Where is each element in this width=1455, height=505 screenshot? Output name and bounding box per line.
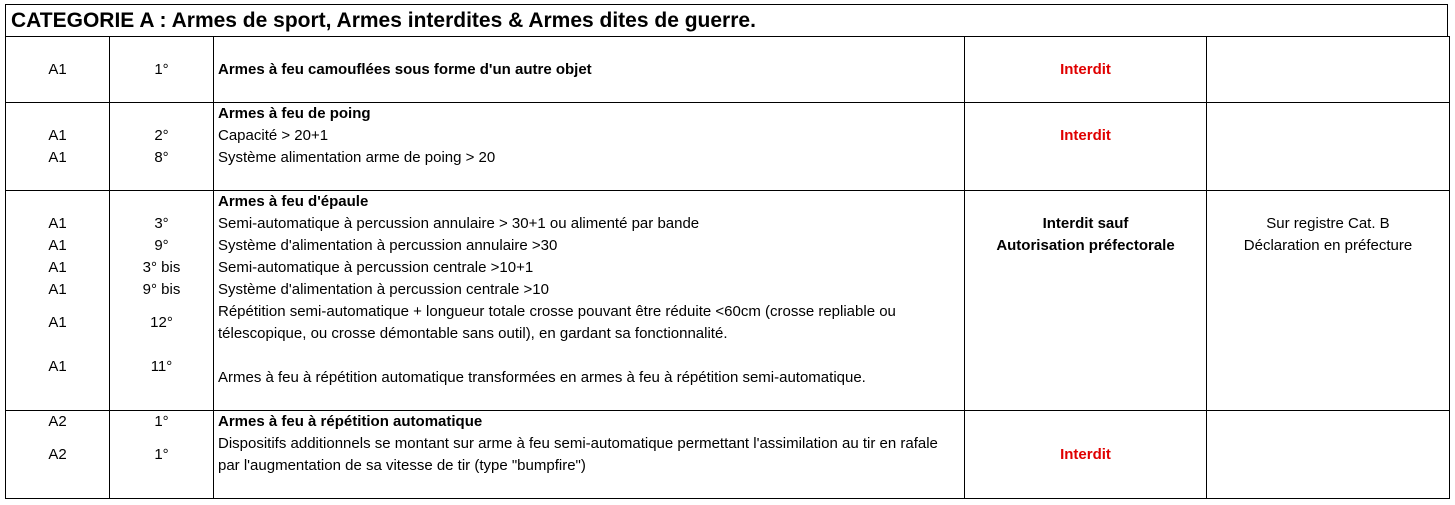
number-value: 11° bbox=[150, 358, 173, 375]
number-value: 12° bbox=[150, 314, 173, 331]
description-heading: Armes à feu camouflées sous forme d'un autre objet bbox=[218, 61, 592, 78]
code-value: A1 bbox=[48, 149, 67, 166]
number-cell bbox=[110, 411, 214, 499]
table-row bbox=[6, 411, 1450, 499]
description-item: Semi-automatique à percussion annulaire > 30+1 ou alimenté par bande bbox=[218, 215, 700, 232]
code-value: A1 bbox=[48, 237, 67, 254]
description-heading: Armes à feu d'épaule bbox=[218, 193, 369, 210]
code-cell bbox=[6, 103, 110, 191]
code-cell bbox=[6, 191, 110, 411]
table-row bbox=[6, 191, 1450, 411]
category-title: CATEGORIE A : Armes de sport, Armes interdites & Armes dites de guerre. bbox=[11, 9, 756, 32]
note-cell bbox=[1207, 411, 1450, 499]
code-cell bbox=[6, 411, 110, 499]
note-text: Sur registre Cat. B bbox=[1266, 215, 1390, 232]
number-value: 3° bis bbox=[142, 259, 181, 276]
number-cell bbox=[110, 191, 214, 411]
status-cell bbox=[965, 191, 1207, 411]
number-value: 1° bbox=[154, 61, 169, 78]
category-sheet bbox=[5, 4, 1449, 498]
code-value: A1 bbox=[48, 259, 67, 276]
description-heading: Armes à feu à répétition automatique bbox=[218, 413, 483, 430]
status-cell bbox=[965, 37, 1207, 103]
category-title-bar bbox=[5, 4, 1448, 36]
weapons-table bbox=[5, 36, 1450, 499]
code-value: A1 bbox=[48, 281, 67, 298]
number-value: 8° bbox=[154, 149, 169, 166]
description-item: Répétition semi-automatique + longueur totale crosse pouvant être réduite <60cm (crosse repliable ou télescopique, ou crosse démontable sans outil), en gardant sa fonctionnalité. bbox=[218, 303, 896, 342]
description-item: Armes à feu à répétition automatique transformées en armes à feu à répétition semi-automatique. bbox=[218, 369, 866, 386]
description-heading: Armes à feu de poing bbox=[218, 105, 371, 122]
note-cell bbox=[1207, 103, 1450, 191]
number-value: 9° bis bbox=[142, 281, 181, 298]
description-cell bbox=[214, 103, 965, 191]
status-badge: Interdit bbox=[1060, 61, 1111, 78]
note-cell bbox=[1207, 191, 1450, 411]
note-cell bbox=[1207, 37, 1450, 103]
description-cell bbox=[214, 37, 965, 103]
code-value: A1 bbox=[48, 127, 67, 144]
table-row bbox=[6, 37, 1450, 103]
description-cell bbox=[214, 411, 965, 499]
note-text: Déclaration en préfecture bbox=[1243, 237, 1413, 254]
number-value: 1° bbox=[154, 413, 169, 430]
description-item: Capacité > 20+1 bbox=[218, 127, 329, 144]
status-cell bbox=[965, 411, 1207, 499]
code-value: A2 bbox=[48, 446, 67, 463]
number-cell bbox=[110, 37, 214, 103]
description-item: Dispositifs additionnels se montant sur arme à feu semi-automatique permettant l'assimilation au tir en rafale par l'augmentation de sa vitesse de tir (type "bumpfire") bbox=[218, 435, 938, 474]
code-value: A1 bbox=[48, 314, 67, 331]
description-item: Semi-automatique à percussion centrale >10+1 bbox=[218, 259, 534, 276]
table-row bbox=[6, 103, 1450, 191]
status-text: Autorisation préfectorale bbox=[996, 237, 1175, 254]
status-cell bbox=[965, 103, 1207, 191]
number-value: 1° bbox=[154, 446, 169, 463]
description-cell bbox=[214, 191, 965, 411]
description-item: Système d'alimentation à percussion annulaire >30 bbox=[218, 237, 558, 254]
status-badge: Interdit bbox=[1060, 127, 1111, 144]
description-item: Système alimentation arme de poing > 20 bbox=[218, 149, 496, 166]
number-value: 3° bbox=[154, 215, 169, 232]
status-text: Interdit sauf bbox=[1042, 215, 1129, 232]
description-item: Système d'alimentation à percussion centrale >10 bbox=[218, 281, 549, 298]
status-badge: Interdit bbox=[1060, 446, 1111, 463]
number-value: 2° bbox=[154, 127, 169, 144]
code-cell bbox=[6, 37, 110, 103]
code-value: A1 bbox=[48, 215, 67, 232]
code-value: A1 bbox=[48, 61, 67, 78]
number-value: 9° bbox=[154, 237, 169, 254]
number-cell bbox=[110, 103, 214, 191]
code-value: A2 bbox=[48, 413, 67, 430]
code-value: A1 bbox=[48, 358, 67, 375]
